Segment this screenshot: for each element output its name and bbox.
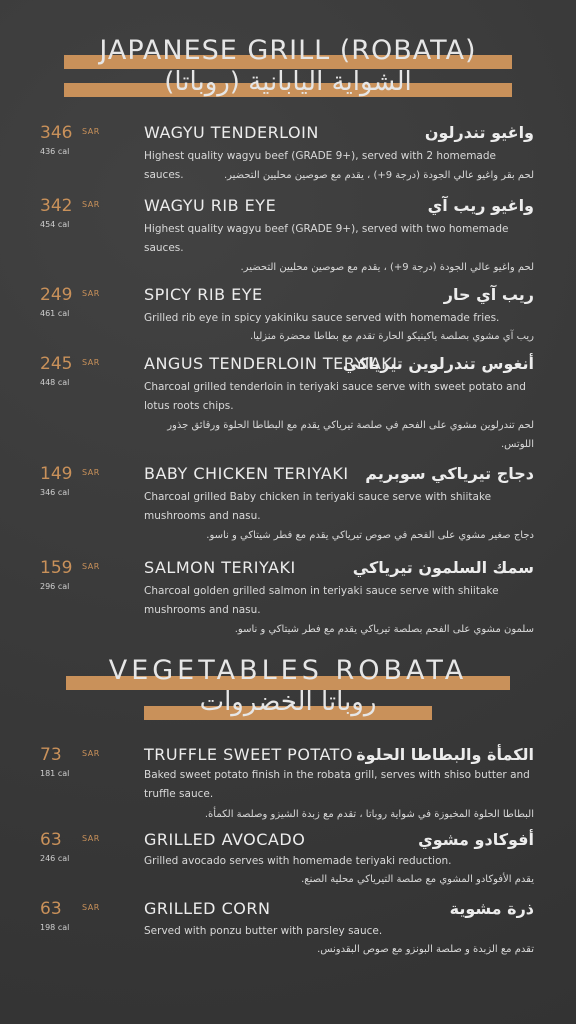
- item-desc-ar: لحم تندرلوين مشوي على الفحم في صلصة تيرياكي يقدم مع البطاطا الحلوة ورقائق جذور اللوتس.: [167, 420, 534, 450]
- item-currency: SAR: [82, 903, 100, 912]
- item-currency: SAR: [82, 468, 100, 477]
- item-calories: 461 cal: [40, 309, 70, 318]
- item-currency: SAR: [82, 562, 100, 571]
- item-price: 73: [40, 745, 62, 765]
- item-price: 63: [40, 899, 62, 919]
- item-name-ar: ريب آي حار: [443, 285, 534, 304]
- section-title-en: VEGETABLES ROBATA: [108, 655, 468, 686]
- section-title-ar: الشواية اليابانية (روباتا): [164, 67, 412, 97]
- item-name-en: WAGYU TENDERLOIN: [144, 123, 319, 142]
- item-desc-ar: تقدم مع الزبدة و صلصة البونزو مع صوص البقدونس.: [317, 944, 534, 955]
- item-currency: SAR: [82, 127, 100, 136]
- item-calories: 346 cal: [40, 488, 70, 497]
- item-name-ar: واغيو ريب آي: [427, 196, 534, 215]
- item-price: 342: [40, 196, 73, 216]
- item-desc-en: Highest quality wagyu beef (GRADE 9+), served with two homemade sauces.: [144, 223, 509, 254]
- item-name-en: GRILLED AVOCADO: [144, 830, 306, 849]
- item-desc-ar: لحم بقر واغيو عالي الجودة (درجة 9+) ، يقدم مع صوصين محليين التحضير.: [223, 170, 534, 181]
- section-header-japanese-grill: [0, 36, 576, 98]
- item-price: 346: [40, 123, 73, 143]
- item-desc-en: Baked sweet potato finish in the robata grill, serves with shiso butter and truffle sauce.: [144, 769, 530, 800]
- item-desc-ar: لحم واغيو عالي الجودة (درجة 9+) ، يقدم مع صوصين محليين التحضير.: [240, 262, 534, 273]
- item-name-ar: سمك السلمون تيرياكي: [352, 558, 534, 577]
- item-name-ar: دجاج تيرياكي سوبريم: [365, 464, 534, 483]
- item-currency: SAR: [82, 749, 100, 758]
- item-desc-ar: سلمون مشوي على الفحم بصلصة تيرياكي يقدم مع فطر شيتاكي و ناسو.: [234, 624, 534, 635]
- section-header-vegetables-robata: [0, 656, 576, 718]
- item-name-ar: أفوكادو مشوي: [418, 830, 534, 849]
- item-name-en: ANGUS TENDERLOIN TERYIAKI: [144, 354, 398, 373]
- item-name-ar: الكمأة والبطاطا الحلوة: [356, 745, 534, 764]
- item-currency: SAR: [82, 834, 100, 843]
- item-desc-en: Charcoal golden grilled salmon in teriyaki sauce serve with shiitake mushrooms and nasu.: [144, 585, 499, 616]
- item-calories: 454 cal: [40, 220, 70, 229]
- item-desc-en: Highest quality wagyu beef (GRADE 9+), served with 2 homemade sauces.: [144, 150, 496, 181]
- item-desc-en: Charcoal grilled Baby chicken in teriyaki sauce serve with shiitake mushrooms and nasu.: [144, 491, 492, 522]
- item-desc-ar: البطاطا الحلوة المخبوزة في شواية روباتا ، تقدم مع زبدة الشيزو وصلصة الكمأة.: [204, 809, 534, 820]
- item-price: 245: [40, 354, 73, 374]
- item-name-ar: أنغوس تندرلوين تيرياكي: [342, 354, 534, 373]
- item-name-ar: واغيو تندرلون: [424, 123, 534, 142]
- item-desc-ar: دجاج صغير مشوي على الفحم في صوص تيرياكي يقدم مع فطر شيتاكي و ناسو.: [206, 530, 534, 541]
- item-currency: SAR: [82, 358, 100, 367]
- item-desc-ar: ريب آي مشوي بصلصة ياكينيكو الحارة تقدم مع بطاطا محضرة منزليا.: [249, 331, 534, 342]
- item-currency: SAR: [82, 200, 100, 209]
- item-desc-en: Charcoal grilled tenderloin in teriyaki sauce serve with sweet potato and lotus roots chips.: [144, 381, 526, 412]
- item-name-en: GRILLED CORN: [144, 899, 271, 918]
- item-calories: 198 cal: [40, 923, 70, 932]
- item-calories: 448 cal: [40, 378, 70, 387]
- item-price: 63: [40, 830, 62, 850]
- item-name-en: WAGYU RIB EYE: [144, 196, 277, 215]
- section-title-ar: روباتا الخضروات: [199, 687, 377, 717]
- item-calories: 296 cal: [40, 582, 70, 591]
- item-calories: 181 cal: [40, 769, 70, 778]
- item-name-en: SALMON TERIYAKI: [144, 558, 296, 577]
- item-name-en: BABY CHICKEN TERIYAKI: [144, 464, 349, 483]
- item-price: 249: [40, 285, 73, 305]
- item-desc-ar: يقدم الأفوكادو المشوي مع صلصة التيرياكي محلية الصنع.: [301, 874, 534, 885]
- item-price: 159: [40, 558, 73, 578]
- item-name-ar: ذرة مشوية: [449, 899, 534, 918]
- item-price: 149: [40, 464, 73, 484]
- item-desc-en: Grilled rib eye in spicy yakiniku sauce served with homemade fries.: [144, 312, 500, 324]
- item-desc-en: Grilled avocado serves with homemade teriyaki reduction.: [144, 855, 452, 867]
- item-name-en: TRUFFLE SWEET POTATO: [144, 745, 354, 764]
- item-calories: 436 cal: [40, 147, 70, 156]
- item-desc-en: Served with ponzu butter with parsley sauce.: [144, 925, 383, 937]
- item-calories: 246 cal: [40, 854, 70, 863]
- section-title-en: JAPANESE GRILL (ROBATA): [99, 35, 477, 66]
- item-name-en: SPICY RIB EYE: [144, 285, 263, 304]
- item-currency: SAR: [82, 289, 100, 298]
